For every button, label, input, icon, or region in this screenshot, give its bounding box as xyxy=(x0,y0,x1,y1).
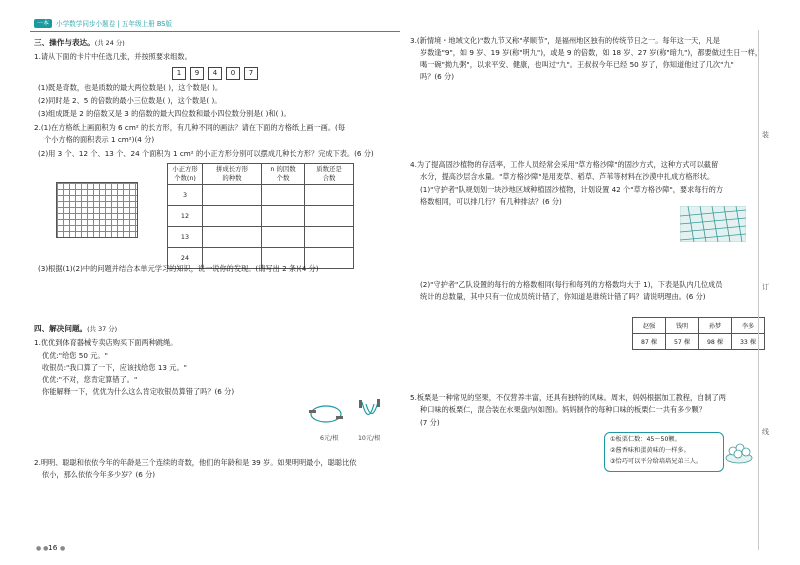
page-dots-right: ● xyxy=(60,545,66,552)
q1-part2: (2)同时是 2、5 的倍数的最小三位数是( )，这个数是( )。 xyxy=(38,96,222,105)
q3-line4: 吗？(6 分) xyxy=(420,72,455,81)
answer-cell[interactable] xyxy=(305,227,354,248)
section4-heading: 四、解决问题。(共 37 分) xyxy=(34,324,118,333)
q4-line3: (1)"守护者"队规划划一块沙地区域种植固沙植物，计划设置 42 个"草方格沙障"，要求每行的方 xyxy=(420,185,724,194)
answer-cell[interactable] xyxy=(203,206,262,227)
member-count: 57 棵 xyxy=(666,334,699,350)
q4-line4: 格数相同，可以排几行？有几种排法？(6 分) xyxy=(420,197,562,206)
q2-part2: (2)用 3 个、12 个、13 个、24 个面积为 1 cm² 的小正方形分别可以摆成几种长方形？完成下表。(6 分) xyxy=(38,149,374,158)
q5-line2: 种口味的板栗仁，混合装在水果盘内(如图)。妈妈制作的每种口味的板栗仁一共有多少颗？ xyxy=(420,405,706,414)
q1-part3: (3)组成既是 2 的倍数又是 3 的倍数的最大四位数和最小四位数分别是( )和( )。 xyxy=(38,109,291,118)
binding-line xyxy=(758,30,759,550)
binding-char: 线 xyxy=(762,428,769,436)
table-cell: 3 xyxy=(168,185,203,206)
s4q1-line4: 你能解释一下，优优为什么这么肯定收银员算错了吗？(6 分) xyxy=(42,387,235,396)
answer-cell[interactable] xyxy=(262,206,305,227)
graph-paper[interactable] xyxy=(56,182,138,238)
table-row xyxy=(633,318,765,334)
q4-line2: 水分，提高沙层含水量。"草方格沙障"是用麦草、稻草、芦苇等材料在沙漠中扎成方格形状。 xyxy=(420,172,715,181)
member-name: 孙梦 xyxy=(699,318,732,334)
q3-line2: 岁数逢"9"，如 9 岁、19 岁(称"明九")，或是 9 的倍数，如 18 岁、27 岁(称"暗九")，都要做过生日一样， xyxy=(420,48,763,57)
q2-part3: (3)根据(1)(2)中的问题并结合本单元学习的知识，说一说你的发现。(请写出 2 条)(4 分) xyxy=(38,264,319,273)
fruit-plate-illustration xyxy=(724,436,754,466)
straw-checkerboard-illustration xyxy=(680,206,746,242)
rectangle-table xyxy=(167,163,354,269)
series-badge: 一本 xyxy=(34,19,52,28)
s4q2-line2: 依小，那么依依今年多少岁？(6 分) xyxy=(42,470,156,479)
q1-stem: 1.请从下面的卡片中任选几张，并按照要求组数。 xyxy=(34,52,192,61)
table-row xyxy=(168,206,354,227)
table-row xyxy=(168,185,354,206)
digit-card: 7 xyxy=(244,67,258,80)
q4-line5: (2)"守护者"乙队设置的每行的方格数相同(每行和每列的方格数均大于 1)，下表是队内几位成员 xyxy=(420,280,723,289)
digit-card: 4 xyxy=(208,67,222,80)
header-divider xyxy=(30,31,400,32)
answer-cell[interactable] xyxy=(203,185,262,206)
note-item: ③恰巧可以平分给培培兄弟三人。 xyxy=(610,458,703,465)
note-item: ①板栗仁数：45～50颗。 xyxy=(610,436,681,443)
page-dots-left: ● ● xyxy=(36,545,49,552)
table-header: n 的因数 个数 xyxy=(262,164,305,185)
answer-cell[interactable] xyxy=(262,227,305,248)
digit-card: 0 xyxy=(226,67,240,80)
table-row xyxy=(168,227,354,248)
member-count: 33 棵 xyxy=(732,334,765,350)
answer-cell[interactable] xyxy=(203,227,262,248)
q2-stem-line1: 2.(1)在方格纸上画面积为 6 cm² 的长方形，有几种不同的画法？请在下面的方格纸上画一画。(每 xyxy=(34,123,346,132)
binding-char: 装 xyxy=(762,131,769,139)
answer-cell[interactable] xyxy=(305,185,354,206)
page-number: 16 xyxy=(48,543,58,552)
q3-line1: 3.(新情境・地域文化)"数九节又称"孝顺节"，是福州地区独有的传统节日之一。每年这一天，凡是 xyxy=(410,36,720,45)
digit-card: 9 xyxy=(190,67,204,80)
table-header: 小正方形 个数(n) xyxy=(168,164,203,185)
q3-line3: 喝一碗"拗九粥"，以求平安、健康，也叫过"九"。王叔叔今年已经 50 岁了，你知道他过了几次"九" xyxy=(420,60,734,69)
s4q2-line1: 2.明明、聪聪和依依今年的年龄是三个连续的奇数，他们的年龄和是 39 岁。如果明明最小，聪聪比依 xyxy=(34,458,357,467)
table-header: 拼成长方形 的种数 xyxy=(203,164,262,185)
q2-stem-line2: 个小方格的面积表示 1 cm²)(4 分) xyxy=(44,135,155,144)
q1-part1: (1)既是奇数，也是质数的最大两位数是( )，这个数是( )。 xyxy=(38,83,223,92)
price-label: 10元/根 xyxy=(358,435,381,442)
jump-rope-illustration xyxy=(304,398,394,430)
s4q1-line2: 收银员:"我口算了一下，应该找给您 13 元。" xyxy=(42,363,187,372)
answer-cell[interactable] xyxy=(262,185,305,206)
s4q1-line1: 优优:"给您 50 元。" xyxy=(42,351,108,360)
table-cell: 24 xyxy=(168,248,203,269)
jump-rope-icon xyxy=(309,406,343,422)
digit-card: 1 xyxy=(172,67,186,80)
chestnut-notes-box xyxy=(604,432,724,472)
member-count: 87 棵 xyxy=(633,334,666,350)
section3-heading: 三、操作与表达。(共 24 分) xyxy=(34,38,125,47)
s4q1-line3: 优优:"不对，您肯定算错了。" xyxy=(42,375,138,384)
planting-count-table xyxy=(632,317,765,350)
q5-line1: 5.板栗是一种常见的坚果，不仅营养丰富，还具有独特的风味。周末，妈妈根据加工教程，自制了两 xyxy=(410,393,726,402)
q4-line1: 4.为了提高固沙植物的存活率，工作人员经常会采用"草方格沙障"的固沙方式，这种方式可以截留 xyxy=(410,160,719,169)
member-count: 98 棵 xyxy=(699,334,732,350)
table-cell: 13 xyxy=(168,227,203,248)
note-item: ②酱香味和蛋黄味的一样多。 xyxy=(610,447,690,454)
binding-char: 订 xyxy=(762,283,769,291)
table-header: 质数还是 合数 xyxy=(305,164,354,185)
q5-line3: (7 分) xyxy=(420,418,440,427)
member-name: 李多 xyxy=(732,318,765,334)
jump-rope-icon xyxy=(359,399,380,415)
table-row xyxy=(633,334,765,350)
member-name: 钱明 xyxy=(666,318,699,334)
q4-line6: 统计的总数量，其中只有一位成员统计错了，你知道是谁统计错了吗？请说明理由。(6 分) xyxy=(420,292,706,301)
table-cell: 12 xyxy=(168,206,203,227)
member-name: 赵强 xyxy=(633,318,666,334)
header-title: 小学数学同步小题卷 | 五年级上册 BS版 xyxy=(56,20,173,28)
answer-cell[interactable] xyxy=(305,206,354,227)
price-label: 6元/根 xyxy=(320,435,339,442)
s4q1-stem: 1.优优到体育器械专卖店购买下面两种跳绳。 xyxy=(34,338,178,347)
